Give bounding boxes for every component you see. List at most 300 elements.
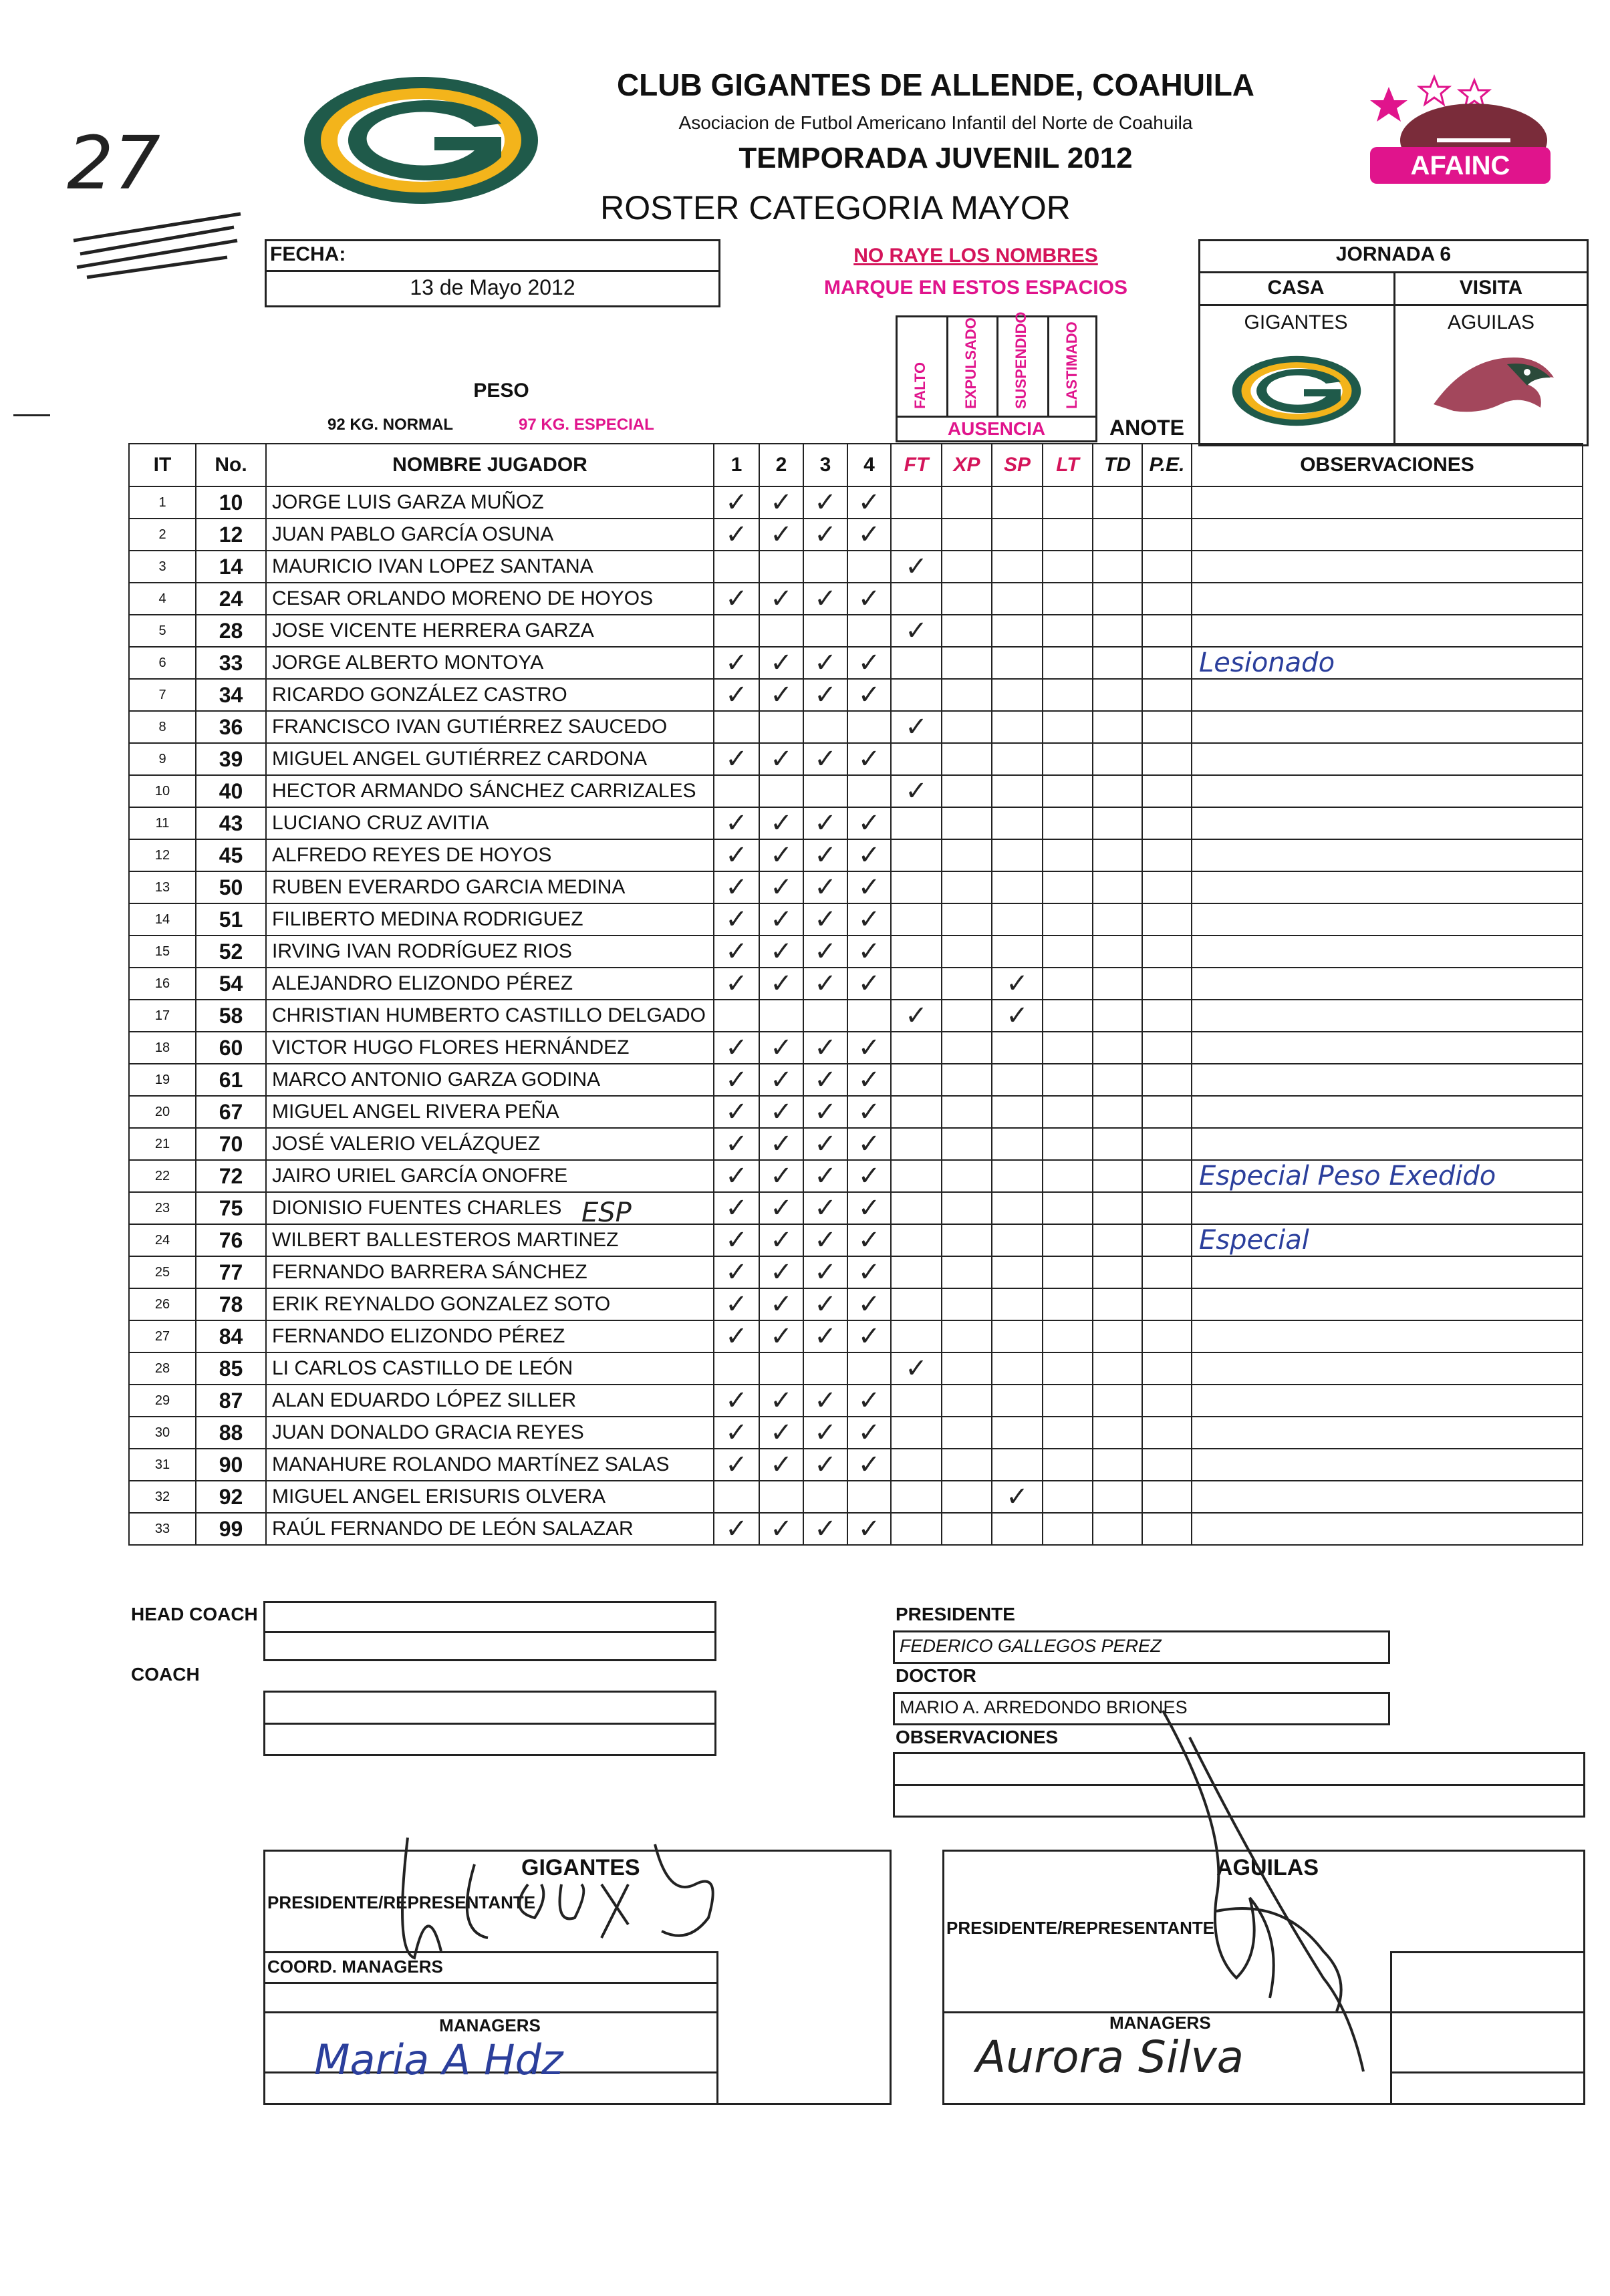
lt-check[interactable] bbox=[1043, 1256, 1093, 1288]
fecha-value[interactable]: 13 de Mayo 2012 bbox=[410, 275, 575, 299]
quarter-3-check[interactable]: ✓ bbox=[803, 1128, 847, 1160]
td-cell[interactable] bbox=[1093, 1417, 1142, 1449]
td-cell[interactable] bbox=[1093, 1096, 1142, 1128]
row-observaciones[interactable] bbox=[1192, 615, 1583, 647]
lt-check[interactable] bbox=[1043, 1320, 1093, 1352]
quarter-4-check[interactable] bbox=[847, 711, 891, 743]
quarter-3-check[interactable]: ✓ bbox=[803, 903, 847, 936]
quarter-2-check[interactable] bbox=[759, 551, 803, 583]
lt-check[interactable] bbox=[1043, 647, 1093, 679]
quarter-3-check[interactable]: ✓ bbox=[803, 486, 847, 519]
lt-check[interactable] bbox=[1043, 968, 1093, 1000]
xp-check[interactable] bbox=[942, 1256, 992, 1288]
quarter-4-check[interactable] bbox=[847, 1352, 891, 1385]
td-cell[interactable] bbox=[1093, 968, 1142, 1000]
td-cell[interactable] bbox=[1093, 551, 1142, 583]
xp-check[interactable] bbox=[942, 1224, 992, 1256]
xp-check[interactable] bbox=[942, 1352, 992, 1385]
quarter-4-check[interactable]: ✓ bbox=[847, 968, 891, 1000]
td-cell[interactable] bbox=[1093, 679, 1142, 711]
pe-cell[interactable] bbox=[1142, 679, 1192, 711]
ft-check[interactable] bbox=[891, 1320, 942, 1352]
ft-check[interactable] bbox=[891, 679, 942, 711]
quarter-1-check[interactable]: ✓ bbox=[714, 1256, 759, 1288]
row-observaciones[interactable] bbox=[1192, 583, 1583, 615]
quarter-2-check[interactable]: ✓ bbox=[759, 1417, 803, 1449]
quarter-3-check[interactable] bbox=[803, 775, 847, 807]
quarter-1-check[interactable]: ✓ bbox=[714, 679, 759, 711]
pe-cell[interactable] bbox=[1142, 583, 1192, 615]
quarter-2-check[interactable]: ✓ bbox=[759, 1128, 803, 1160]
ft-check[interactable] bbox=[891, 807, 942, 839]
ft-check[interactable] bbox=[891, 1481, 942, 1513]
pe-cell[interactable] bbox=[1142, 519, 1192, 551]
td-cell[interactable] bbox=[1093, 1352, 1142, 1385]
quarter-3-check[interactable]: ✓ bbox=[803, 871, 847, 903]
ft-check[interactable] bbox=[891, 1417, 942, 1449]
pe-cell[interactable] bbox=[1142, 1385, 1192, 1417]
xp-check[interactable] bbox=[942, 1000, 992, 1032]
pe-cell[interactable] bbox=[1142, 1513, 1192, 1545]
quarter-4-check[interactable]: ✓ bbox=[847, 936, 891, 968]
quarter-3-check[interactable]: ✓ bbox=[803, 1449, 847, 1481]
sp-check[interactable] bbox=[992, 1160, 1043, 1192]
xp-check[interactable] bbox=[942, 775, 992, 807]
quarter-4-check[interactable]: ✓ bbox=[847, 1160, 891, 1192]
xp-check[interactable] bbox=[942, 1385, 992, 1417]
quarter-2-check[interactable]: ✓ bbox=[759, 1385, 803, 1417]
td-cell[interactable] bbox=[1093, 583, 1142, 615]
pe-cell[interactable] bbox=[1142, 1128, 1192, 1160]
quarter-1-check[interactable]: ✓ bbox=[714, 1032, 759, 1064]
sp-check[interactable] bbox=[992, 743, 1043, 775]
sp-check[interactable]: ✓ bbox=[992, 1481, 1043, 1513]
xp-check[interactable] bbox=[942, 1192, 992, 1224]
xp-check[interactable] bbox=[942, 743, 992, 775]
quarter-1-check[interactable]: ✓ bbox=[714, 839, 759, 871]
pe-cell[interactable] bbox=[1142, 486, 1192, 519]
ft-check[interactable] bbox=[891, 743, 942, 775]
ft-check[interactable] bbox=[891, 583, 942, 615]
pe-cell[interactable] bbox=[1142, 1288, 1192, 1320]
quarter-2-check[interactable]: ✓ bbox=[759, 1192, 803, 1224]
lt-check[interactable] bbox=[1043, 775, 1093, 807]
ft-check[interactable]: ✓ bbox=[891, 711, 942, 743]
quarter-2-check[interactable] bbox=[759, 1352, 803, 1385]
quarter-3-check[interactable]: ✓ bbox=[803, 583, 847, 615]
ft-check[interactable]: ✓ bbox=[891, 775, 942, 807]
quarter-4-check[interactable] bbox=[847, 615, 891, 647]
quarter-2-check[interactable]: ✓ bbox=[759, 1320, 803, 1352]
quarter-1-check[interactable] bbox=[714, 1000, 759, 1032]
pe-cell[interactable] bbox=[1142, 903, 1192, 936]
ft-check[interactable] bbox=[891, 1256, 942, 1288]
row-observaciones[interactable] bbox=[1192, 839, 1583, 871]
quarter-3-check[interactable]: ✓ bbox=[803, 1256, 847, 1288]
sp-check[interactable]: ✓ bbox=[992, 1000, 1043, 1032]
quarter-4-check[interactable]: ✓ bbox=[847, 1224, 891, 1256]
quarter-3-check[interactable]: ✓ bbox=[803, 936, 847, 968]
quarter-4-check[interactable] bbox=[847, 1000, 891, 1032]
xp-check[interactable] bbox=[942, 1160, 992, 1192]
sp-check[interactable] bbox=[992, 775, 1043, 807]
quarter-2-check[interactable]: ✓ bbox=[759, 519, 803, 551]
td-cell[interactable] bbox=[1093, 519, 1142, 551]
pe-cell[interactable] bbox=[1142, 936, 1192, 968]
quarter-3-check[interactable]: ✓ bbox=[803, 1160, 847, 1192]
quarter-1-check[interactable]: ✓ bbox=[714, 1064, 759, 1096]
td-cell[interactable] bbox=[1093, 1000, 1142, 1032]
lt-check[interactable] bbox=[1043, 1449, 1093, 1481]
quarter-2-check[interactable]: ✓ bbox=[759, 968, 803, 1000]
sp-check[interactable] bbox=[992, 1256, 1043, 1288]
sp-check[interactable] bbox=[992, 936, 1043, 968]
ft-check[interactable]: ✓ bbox=[891, 1352, 942, 1385]
quarter-4-check[interactable]: ✓ bbox=[847, 871, 891, 903]
quarter-3-check[interactable]: ✓ bbox=[803, 1288, 847, 1320]
lt-check[interactable] bbox=[1043, 1128, 1093, 1160]
quarter-4-check[interactable]: ✓ bbox=[847, 1513, 891, 1545]
pe-cell[interactable] bbox=[1142, 551, 1192, 583]
pe-cell[interactable] bbox=[1142, 1449, 1192, 1481]
td-cell[interactable] bbox=[1093, 1256, 1142, 1288]
td-cell[interactable] bbox=[1093, 647, 1142, 679]
quarter-1-check[interactable]: ✓ bbox=[714, 1128, 759, 1160]
row-observaciones[interactable] bbox=[1192, 1192, 1583, 1224]
quarter-1-check[interactable]: ✓ bbox=[714, 936, 759, 968]
quarter-2-check[interactable]: ✓ bbox=[759, 903, 803, 936]
quarter-2-check[interactable]: ✓ bbox=[759, 1256, 803, 1288]
ft-check[interactable] bbox=[891, 839, 942, 871]
quarter-3-check[interactable]: ✓ bbox=[803, 1513, 847, 1545]
row-observaciones[interactable] bbox=[1192, 1417, 1583, 1449]
pe-cell[interactable] bbox=[1142, 1417, 1192, 1449]
pe-cell[interactable] bbox=[1142, 1224, 1192, 1256]
quarter-3-check[interactable]: ✓ bbox=[803, 1417, 847, 1449]
ft-check[interactable] bbox=[891, 1288, 942, 1320]
pe-cell[interactable] bbox=[1142, 968, 1192, 1000]
quarter-2-check[interactable] bbox=[759, 711, 803, 743]
pe-cell[interactable] bbox=[1142, 775, 1192, 807]
row-observaciones[interactable]: Especial Peso Exedido bbox=[1192, 1160, 1583, 1192]
lt-check[interactable] bbox=[1043, 1192, 1093, 1224]
pe-cell[interactable] bbox=[1142, 1160, 1192, 1192]
row-observaciones[interactable] bbox=[1192, 1513, 1583, 1545]
xp-check[interactable] bbox=[942, 807, 992, 839]
sp-check[interactable] bbox=[992, 807, 1043, 839]
quarter-3-check[interactable] bbox=[803, 1000, 847, 1032]
lt-check[interactable] bbox=[1043, 615, 1093, 647]
quarter-1-check[interactable] bbox=[714, 615, 759, 647]
quarter-2-check[interactable] bbox=[759, 775, 803, 807]
ft-check[interactable] bbox=[891, 968, 942, 1000]
quarter-3-check[interactable]: ✓ bbox=[803, 807, 847, 839]
quarter-3-check[interactable]: ✓ bbox=[803, 679, 847, 711]
quarter-4-check[interactable]: ✓ bbox=[847, 807, 891, 839]
quarter-1-check[interactable]: ✓ bbox=[714, 1449, 759, 1481]
td-cell[interactable] bbox=[1093, 711, 1142, 743]
quarter-4-check[interactable]: ✓ bbox=[847, 839, 891, 871]
quarter-1-check[interactable]: ✓ bbox=[714, 1385, 759, 1417]
td-cell[interactable] bbox=[1093, 1481, 1142, 1513]
xp-check[interactable] bbox=[942, 936, 992, 968]
row-observaciones[interactable] bbox=[1192, 743, 1583, 775]
quarter-3-check[interactable]: ✓ bbox=[803, 1032, 847, 1064]
row-observaciones[interactable] bbox=[1192, 486, 1583, 519]
row-observaciones[interactable] bbox=[1192, 1320, 1583, 1352]
row-observaciones[interactable]: Lesionado bbox=[1192, 647, 1583, 679]
ft-check[interactable] bbox=[891, 1449, 942, 1481]
td-cell[interactable] bbox=[1093, 1128, 1142, 1160]
sp-check[interactable]: ✓ bbox=[992, 968, 1043, 1000]
ft-check[interactable] bbox=[891, 1160, 942, 1192]
xp-check[interactable] bbox=[942, 1481, 992, 1513]
quarter-2-check[interactable]: ✓ bbox=[759, 807, 803, 839]
sp-check[interactable] bbox=[992, 1064, 1043, 1096]
td-cell[interactable] bbox=[1093, 1513, 1142, 1545]
sp-check[interactable] bbox=[992, 679, 1043, 711]
quarter-4-check[interactable]: ✓ bbox=[847, 743, 891, 775]
quarter-3-check[interactable]: ✓ bbox=[803, 1064, 847, 1096]
quarter-4-check[interactable] bbox=[847, 1481, 891, 1513]
quarter-1-check[interactable]: ✓ bbox=[714, 1320, 759, 1352]
row-observaciones[interactable] bbox=[1192, 936, 1583, 968]
quarter-4-check[interactable]: ✓ bbox=[847, 903, 891, 936]
quarter-3-check[interactable]: ✓ bbox=[803, 1096, 847, 1128]
quarter-1-check[interactable] bbox=[714, 711, 759, 743]
pe-cell[interactable] bbox=[1142, 839, 1192, 871]
quarter-3-check[interactable]: ✓ bbox=[803, 839, 847, 871]
lt-check[interactable] bbox=[1043, 551, 1093, 583]
sp-check[interactable] bbox=[992, 551, 1043, 583]
pe-cell[interactable] bbox=[1142, 807, 1192, 839]
pe-cell[interactable] bbox=[1142, 711, 1192, 743]
row-observaciones[interactable] bbox=[1192, 1352, 1583, 1385]
quarter-1-check[interactable]: ✓ bbox=[714, 807, 759, 839]
quarter-2-check[interactable]: ✓ bbox=[759, 871, 803, 903]
quarter-2-check[interactable] bbox=[759, 615, 803, 647]
sp-check[interactable] bbox=[992, 1032, 1043, 1064]
td-cell[interactable] bbox=[1093, 1064, 1142, 1096]
lt-check[interactable] bbox=[1043, 519, 1093, 551]
row-observaciones[interactable] bbox=[1192, 711, 1583, 743]
row-observaciones[interactable] bbox=[1192, 519, 1583, 551]
ft-check[interactable] bbox=[891, 936, 942, 968]
quarter-3-check[interactable]: ✓ bbox=[803, 968, 847, 1000]
sp-check[interactable] bbox=[992, 615, 1043, 647]
quarter-4-check[interactable]: ✓ bbox=[847, 1192, 891, 1224]
xp-check[interactable] bbox=[942, 583, 992, 615]
quarter-1-check[interactable]: ✓ bbox=[714, 1096, 759, 1128]
td-cell[interactable] bbox=[1093, 743, 1142, 775]
pe-cell[interactable] bbox=[1142, 1320, 1192, 1352]
quarter-2-check[interactable]: ✓ bbox=[759, 936, 803, 968]
quarter-4-check[interactable]: ✓ bbox=[847, 1288, 891, 1320]
xp-check[interactable] bbox=[942, 839, 992, 871]
xp-check[interactable] bbox=[942, 679, 992, 711]
ft-check[interactable] bbox=[891, 871, 942, 903]
xp-check[interactable] bbox=[942, 615, 992, 647]
xp-check[interactable] bbox=[942, 486, 992, 519]
lt-check[interactable] bbox=[1043, 1000, 1093, 1032]
td-cell[interactable] bbox=[1093, 615, 1142, 647]
quarter-4-check[interactable]: ✓ bbox=[847, 519, 891, 551]
quarter-1-check[interactable]: ✓ bbox=[714, 583, 759, 615]
row-observaciones[interactable] bbox=[1192, 1256, 1583, 1288]
td-cell[interactable] bbox=[1093, 486, 1142, 519]
quarter-3-check[interactable]: ✓ bbox=[803, 743, 847, 775]
sp-check[interactable] bbox=[992, 486, 1043, 519]
lt-check[interactable] bbox=[1043, 1352, 1093, 1385]
row-observaciones[interactable] bbox=[1192, 1064, 1583, 1096]
quarter-1-check[interactable] bbox=[714, 1481, 759, 1513]
row-observaciones[interactable] bbox=[1192, 807, 1583, 839]
lt-check[interactable] bbox=[1043, 711, 1093, 743]
quarter-3-check[interactable] bbox=[803, 615, 847, 647]
ft-check[interactable] bbox=[891, 486, 942, 519]
lt-check[interactable] bbox=[1043, 1288, 1093, 1320]
xp-check[interactable] bbox=[942, 1513, 992, 1545]
quarter-4-check[interactable] bbox=[847, 775, 891, 807]
quarter-3-check[interactable]: ✓ bbox=[803, 1192, 847, 1224]
td-cell[interactable] bbox=[1093, 1032, 1142, 1064]
xp-check[interactable] bbox=[942, 1128, 992, 1160]
lt-check[interactable] bbox=[1043, 679, 1093, 711]
xp-check[interactable] bbox=[942, 871, 992, 903]
sp-check[interactable] bbox=[992, 583, 1043, 615]
lt-check[interactable] bbox=[1043, 1385, 1093, 1417]
quarter-3-check[interactable]: ✓ bbox=[803, 519, 847, 551]
lt-check[interactable] bbox=[1043, 903, 1093, 936]
quarter-4-check[interactable]: ✓ bbox=[847, 1256, 891, 1288]
sp-check[interactable] bbox=[992, 1288, 1043, 1320]
td-cell[interactable] bbox=[1093, 1320, 1142, 1352]
sp-check[interactable] bbox=[992, 1449, 1043, 1481]
quarter-1-check[interactable]: ✓ bbox=[714, 1288, 759, 1320]
td-cell[interactable] bbox=[1093, 1224, 1142, 1256]
ft-check[interactable] bbox=[891, 1224, 942, 1256]
lt-check[interactable] bbox=[1043, 583, 1093, 615]
xp-check[interactable] bbox=[942, 647, 992, 679]
lt-check[interactable] bbox=[1043, 1064, 1093, 1096]
quarter-2-check[interactable]: ✓ bbox=[759, 1449, 803, 1481]
quarter-1-check[interactable]: ✓ bbox=[714, 486, 759, 519]
sp-check[interactable] bbox=[992, 647, 1043, 679]
quarter-3-check[interactable] bbox=[803, 551, 847, 583]
sp-check[interactable] bbox=[992, 1417, 1043, 1449]
quarter-4-check[interactable]: ✓ bbox=[847, 1385, 891, 1417]
xp-check[interactable] bbox=[942, 1064, 992, 1096]
pe-cell[interactable] bbox=[1142, 1064, 1192, 1096]
quarter-4-check[interactable] bbox=[847, 551, 891, 583]
quarter-4-check[interactable]: ✓ bbox=[847, 486, 891, 519]
xp-check[interactable] bbox=[942, 1288, 992, 1320]
lt-check[interactable] bbox=[1043, 807, 1093, 839]
pe-cell[interactable] bbox=[1142, 1000, 1192, 1032]
lt-check[interactable] bbox=[1043, 871, 1093, 903]
row-observaciones[interactable]: Especial bbox=[1192, 1224, 1583, 1256]
quarter-2-check[interactable]: ✓ bbox=[759, 486, 803, 519]
quarter-4-check[interactable]: ✓ bbox=[847, 1096, 891, 1128]
row-observaciones[interactable] bbox=[1192, 1032, 1583, 1064]
quarter-2-check[interactable]: ✓ bbox=[759, 743, 803, 775]
quarter-3-check[interactable] bbox=[803, 1481, 847, 1513]
quarter-2-check[interactable]: ✓ bbox=[759, 583, 803, 615]
row-observaciones[interactable] bbox=[1192, 871, 1583, 903]
quarter-2-check[interactable] bbox=[759, 1000, 803, 1032]
ft-check[interactable]: ✓ bbox=[891, 1000, 942, 1032]
quarter-1-check[interactable]: ✓ bbox=[714, 1513, 759, 1545]
quarter-2-check[interactable] bbox=[759, 1481, 803, 1513]
row-observaciones[interactable] bbox=[1192, 1096, 1583, 1128]
pe-cell[interactable] bbox=[1142, 615, 1192, 647]
td-cell[interactable] bbox=[1093, 903, 1142, 936]
ft-check[interactable] bbox=[891, 1096, 942, 1128]
quarter-1-check[interactable]: ✓ bbox=[714, 519, 759, 551]
lt-check[interactable] bbox=[1043, 839, 1093, 871]
pe-cell[interactable] bbox=[1142, 1481, 1192, 1513]
quarter-1-check[interactable] bbox=[714, 775, 759, 807]
sp-check[interactable] bbox=[992, 1224, 1043, 1256]
ft-check[interactable] bbox=[891, 647, 942, 679]
quarter-3-check[interactable]: ✓ bbox=[803, 647, 847, 679]
td-cell[interactable] bbox=[1093, 871, 1142, 903]
quarter-2-check[interactable]: ✓ bbox=[759, 1513, 803, 1545]
sp-check[interactable] bbox=[992, 519, 1043, 551]
lt-check[interactable] bbox=[1043, 486, 1093, 519]
sp-check[interactable] bbox=[992, 1192, 1043, 1224]
pe-cell[interactable] bbox=[1142, 647, 1192, 679]
row-observaciones[interactable] bbox=[1192, 1385, 1583, 1417]
quarter-4-check[interactable]: ✓ bbox=[847, 679, 891, 711]
pe-cell[interactable] bbox=[1142, 1096, 1192, 1128]
sp-check[interactable] bbox=[992, 1385, 1043, 1417]
xp-check[interactable] bbox=[942, 711, 992, 743]
quarter-4-check[interactable]: ✓ bbox=[847, 1449, 891, 1481]
quarter-1-check[interactable]: ✓ bbox=[714, 968, 759, 1000]
quarter-3-check[interactable]: ✓ bbox=[803, 1320, 847, 1352]
td-cell[interactable] bbox=[1093, 1192, 1142, 1224]
td-cell[interactable] bbox=[1093, 1160, 1142, 1192]
td-cell[interactable] bbox=[1093, 775, 1142, 807]
lt-check[interactable] bbox=[1043, 1160, 1093, 1192]
quarter-4-check[interactable]: ✓ bbox=[847, 647, 891, 679]
lt-check[interactable] bbox=[1043, 936, 1093, 968]
row-observaciones[interactable] bbox=[1192, 551, 1583, 583]
ft-check[interactable] bbox=[891, 519, 942, 551]
row-observaciones[interactable] bbox=[1192, 775, 1583, 807]
sp-check[interactable] bbox=[992, 1320, 1043, 1352]
quarter-1-check[interactable]: ✓ bbox=[714, 1160, 759, 1192]
xp-check[interactable] bbox=[942, 1032, 992, 1064]
lt-check[interactable] bbox=[1043, 743, 1093, 775]
row-observaciones[interactable] bbox=[1192, 1481, 1583, 1513]
quarter-2-check[interactable]: ✓ bbox=[759, 1032, 803, 1064]
quarter-1-check[interactable]: ✓ bbox=[714, 903, 759, 936]
quarter-2-check[interactable]: ✓ bbox=[759, 1288, 803, 1320]
quarter-4-check[interactable]: ✓ bbox=[847, 1064, 891, 1096]
quarter-4-check[interactable]: ✓ bbox=[847, 1128, 891, 1160]
sp-check[interactable] bbox=[992, 711, 1043, 743]
sp-check[interactable] bbox=[992, 1096, 1043, 1128]
pe-cell[interactable] bbox=[1142, 1352, 1192, 1385]
xp-check[interactable] bbox=[942, 551, 992, 583]
ft-check[interactable] bbox=[891, 1128, 942, 1160]
td-cell[interactable] bbox=[1093, 839, 1142, 871]
xp-check[interactable] bbox=[942, 1449, 992, 1481]
quarter-1-check[interactable]: ✓ bbox=[714, 743, 759, 775]
pe-cell[interactable] bbox=[1142, 1032, 1192, 1064]
